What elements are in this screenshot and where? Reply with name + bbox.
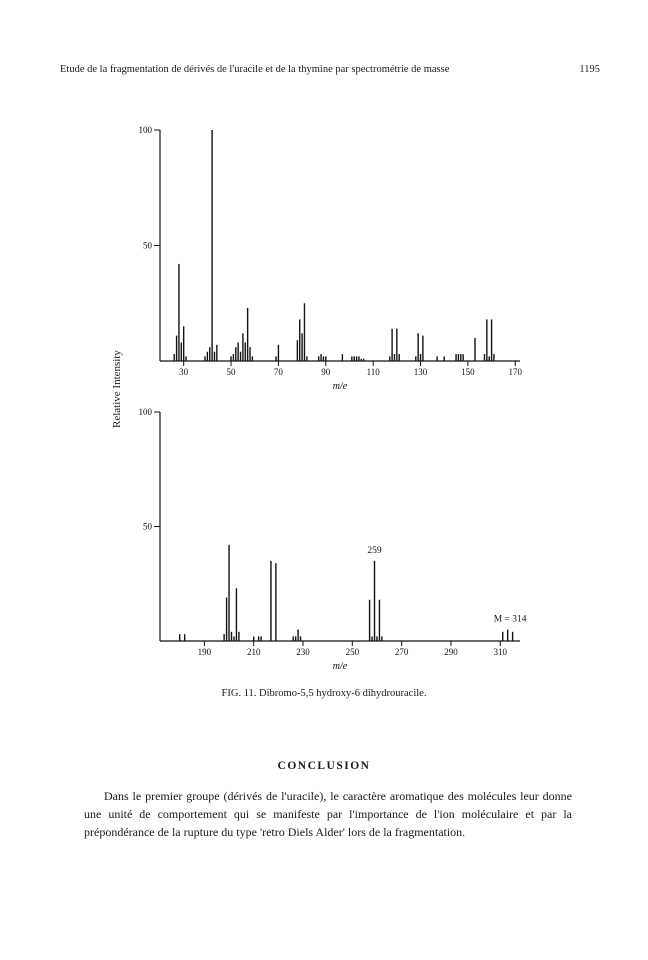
spectrum-panel-bottom bbox=[139, 407, 527, 672]
x-tick-label: 210 bbox=[246, 647, 261, 657]
spectrum-panel-top bbox=[139, 125, 523, 392]
running-title: Etude de la fragmentation de dérivés de l'uracile et de la thymine par spectrométrie de masse bbox=[60, 64, 450, 75]
x-tick-label: 50 bbox=[226, 367, 236, 377]
section-title: CONCLUSION bbox=[277, 760, 371, 772]
x-tick-label: 150 bbox=[461, 367, 475, 377]
figure-caption: FIG. 11. Dibromo-5,5 hydroxy-6 dihydrouracile. bbox=[221, 688, 427, 699]
y-tick-label: 100 bbox=[138, 125, 152, 135]
x-tick-label: 290 bbox=[444, 647, 458, 657]
peak-annotation: 259 bbox=[367, 545, 382, 556]
x-tick-label: 30 bbox=[179, 367, 189, 377]
x-tick-label: 90 bbox=[321, 367, 331, 377]
x-tick-label: 110 bbox=[366, 367, 380, 377]
y-tick-label: 100 bbox=[138, 407, 152, 417]
x-axis-label: m/e bbox=[332, 381, 348, 392]
x-tick-label: 190 bbox=[197, 647, 212, 657]
x-tick-label: 130 bbox=[413, 367, 428, 377]
peak-annotation: M = 314 bbox=[493, 614, 527, 625]
x-tick-label: 310 bbox=[493, 647, 508, 657]
y-axis-label: Relative Intensity bbox=[111, 350, 123, 428]
page-number: 1195 bbox=[579, 64, 600, 75]
x-tick-label: 270 bbox=[394, 647, 409, 657]
y-tick-label: 50 bbox=[143, 240, 152, 251]
conclusion-paragraph: Dans le premier groupe (dérivés de l'uracile), le caractère aromatique des molécules leur donne une unité de comportement qui se manifeste par l'importance de l'ion moléculaire et par la prépondérance de la rupture du type 'retro Diels Alder' lors de la fragmentation. bbox=[84, 789, 572, 839]
x-tick-label: 170 bbox=[508, 367, 523, 377]
x-tick-label: 250 bbox=[345, 647, 360, 657]
x-axis-label: m/e bbox=[332, 661, 348, 672]
x-tick-label: 230 bbox=[296, 647, 310, 657]
y-tick-label: 50 bbox=[143, 521, 152, 532]
x-tick-label: 70 bbox=[273, 367, 283, 377]
